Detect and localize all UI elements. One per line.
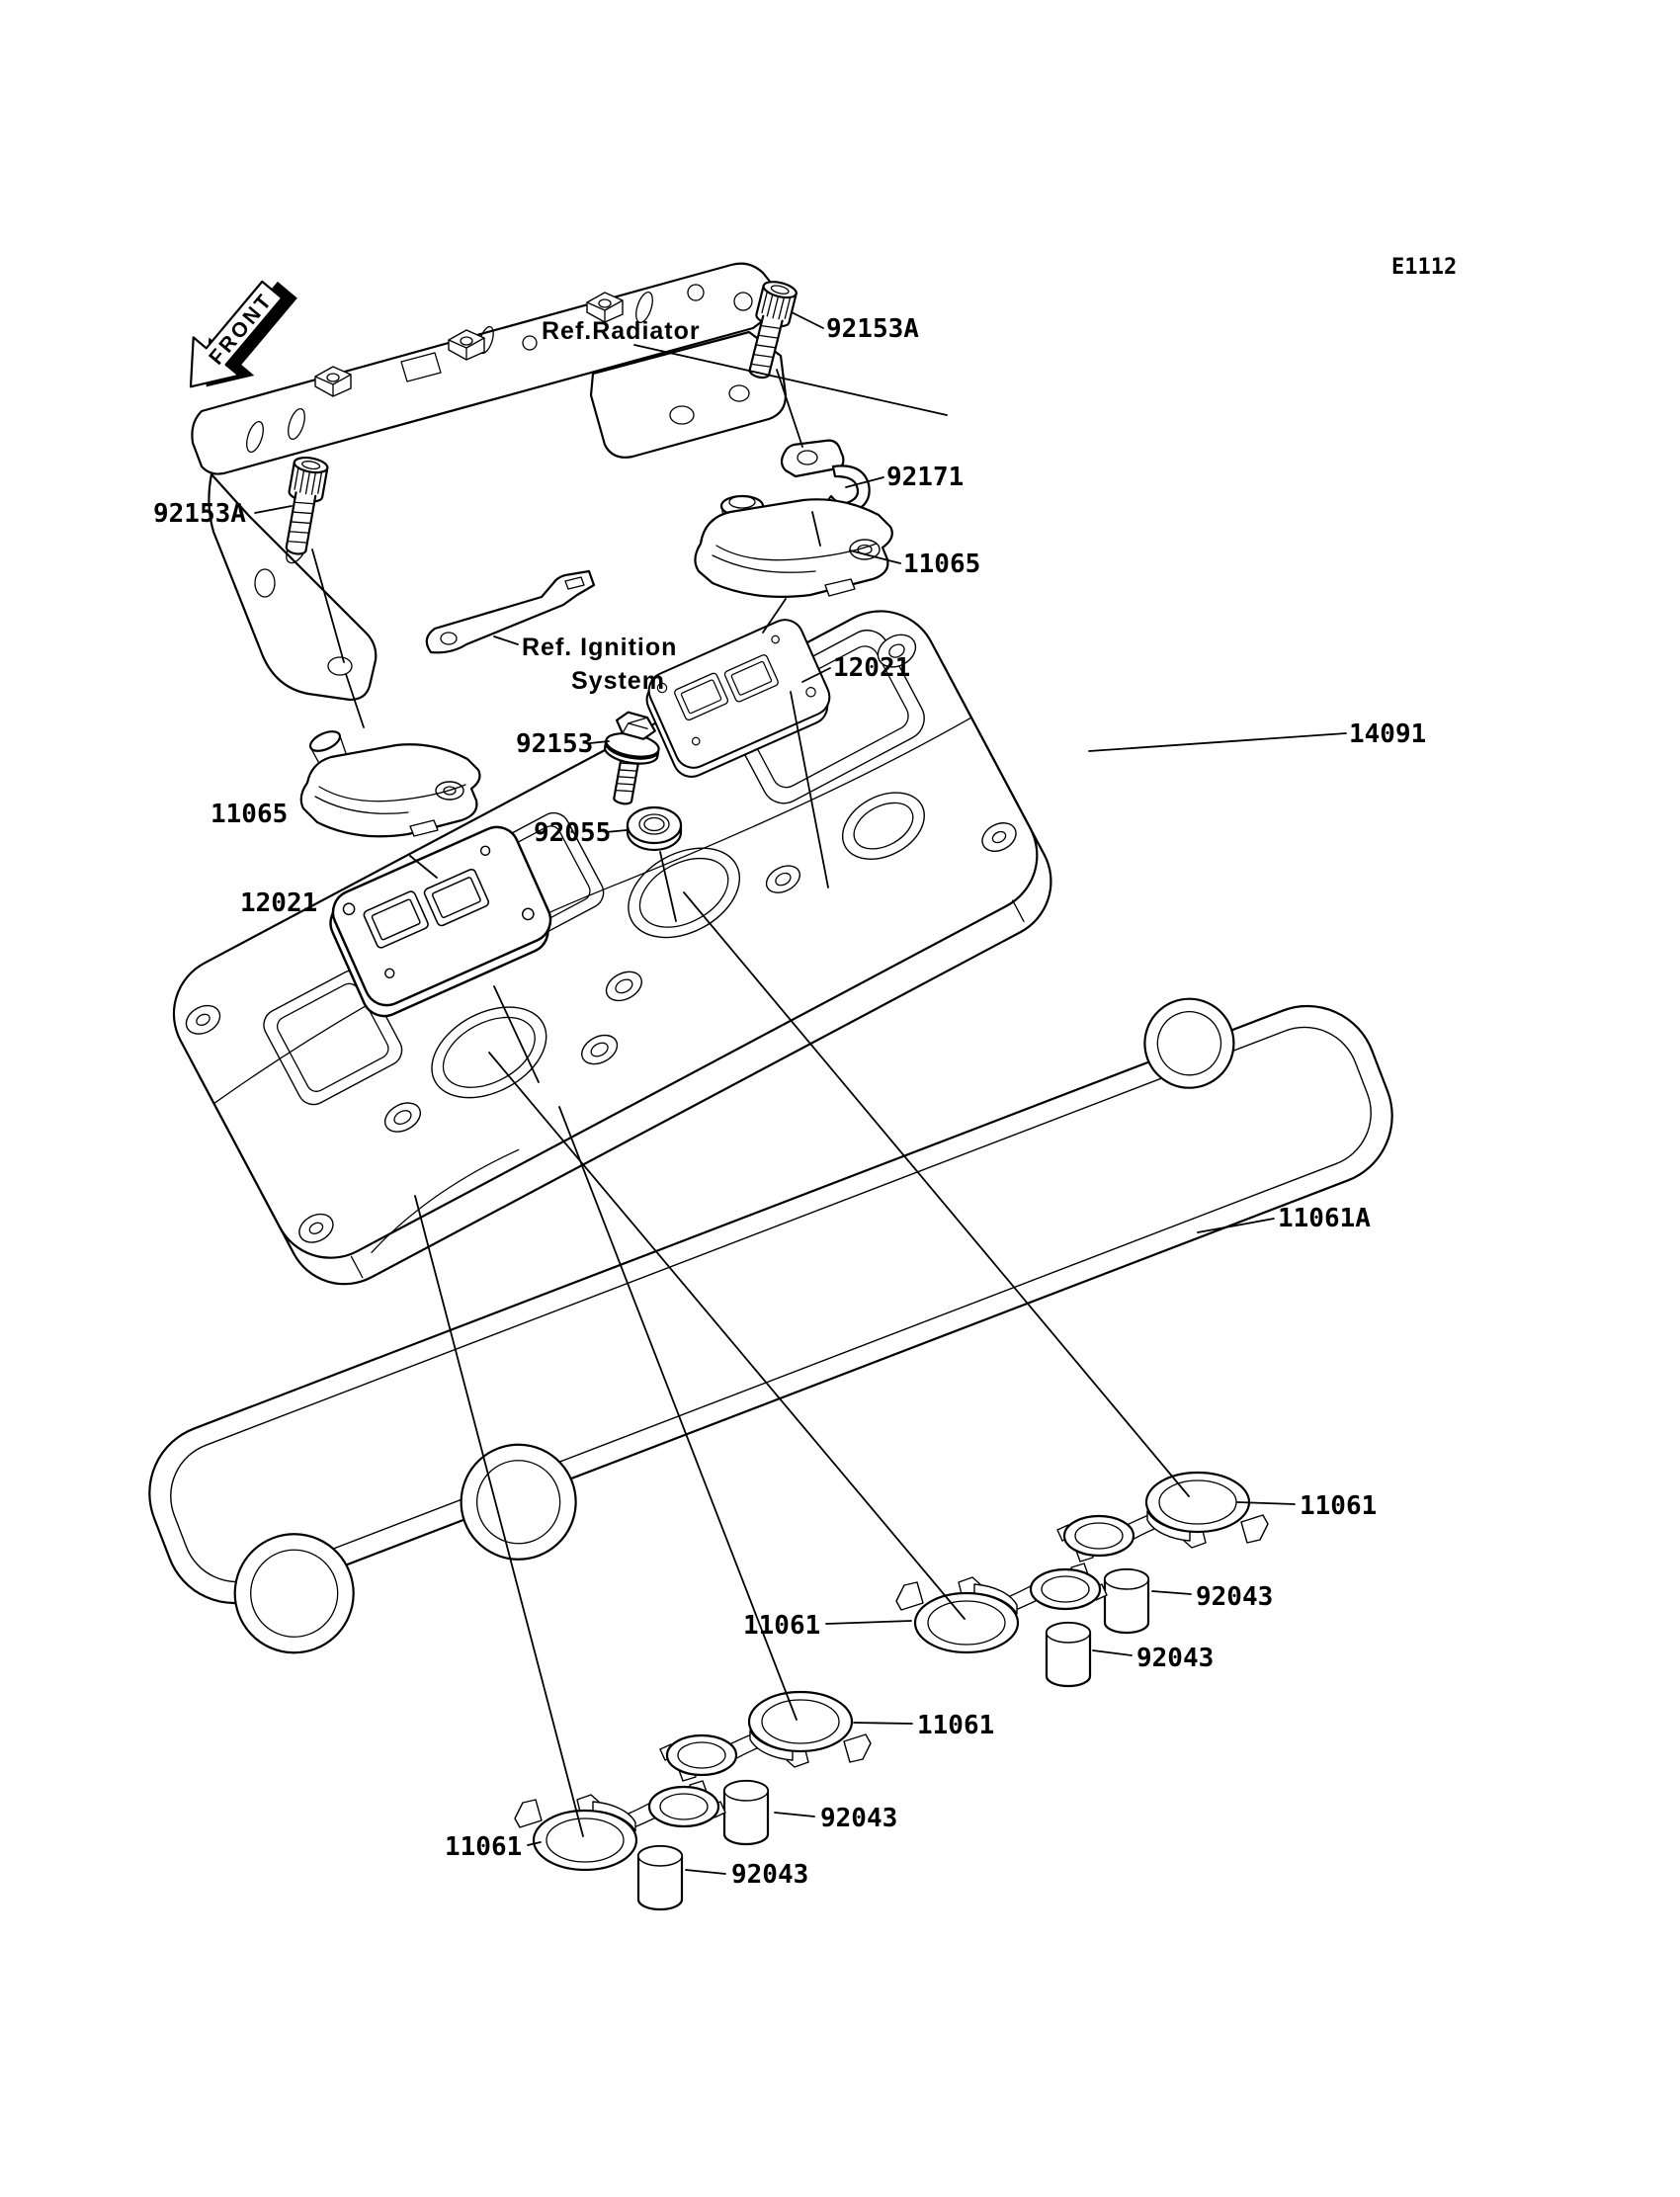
part-label-plug-gasket-b-right: 11061 (917, 1711, 995, 1740)
ref-ignition-label-line1: Ref. Ignition (522, 634, 678, 661)
part-label-breather-left: 11065 (210, 800, 289, 829)
part-label-plug-gasket-a-right: 11061 (1300, 1491, 1378, 1521)
part-label-gasket: 11061A (1278, 1204, 1371, 1233)
part-label-collar-a-upper: 92043 (1196, 1582, 1274, 1612)
part-label-drawing-code: E1112 (1391, 255, 1458, 280)
plug-gasket-plate-b2-part (515, 1781, 725, 1870)
collar-a2-part (1047, 1623, 1090, 1686)
part-label-collar-b-upper: 92043 (820, 1804, 898, 1833)
breather-cover-left-part (301, 727, 480, 836)
front-arrow-label: FRONT (205, 288, 278, 370)
breather-cover-right-part (695, 496, 891, 597)
part-label-screw-top: 92153A (826, 314, 919, 344)
part-label-breather-right: 11065 (903, 549, 981, 579)
part-label-reed-left: 12021 (240, 888, 318, 918)
ref-ignition-label-line2: System (571, 667, 665, 695)
collar-a1-part (1105, 1569, 1148, 1633)
plug-gasket-plate-a1-part (1057, 1473, 1268, 1562)
part-label-head-cover: 14091 (1349, 719, 1427, 749)
part-label-clamp: 92171 (886, 463, 965, 492)
ref-radiator-label: Ref.Radiator (542, 317, 701, 345)
plug-gasket-plate-b1-part (660, 1692, 871, 1781)
part-label-collar-b-lower: 92043 (731, 1860, 809, 1890)
part-label-collar-a-lower: 92043 (1136, 1644, 1215, 1673)
socket-screw-left-part (279, 456, 329, 556)
part-label-screw-left: 92153A (153, 499, 246, 529)
part-label-plug-gasket-a-left: 11061 (743, 1611, 821, 1641)
part-label-reed-right: 12021 (833, 653, 911, 683)
part-label-bolt: 92153 (516, 729, 594, 759)
part-label-plug-gasket-b-left: 11061 (445, 1832, 523, 1862)
collar-b1-part (724, 1781, 768, 1844)
collar-b2-part (638, 1846, 682, 1909)
part-label-seal-washer: 92055 (534, 818, 612, 848)
seal-washer-part (628, 807, 681, 850)
